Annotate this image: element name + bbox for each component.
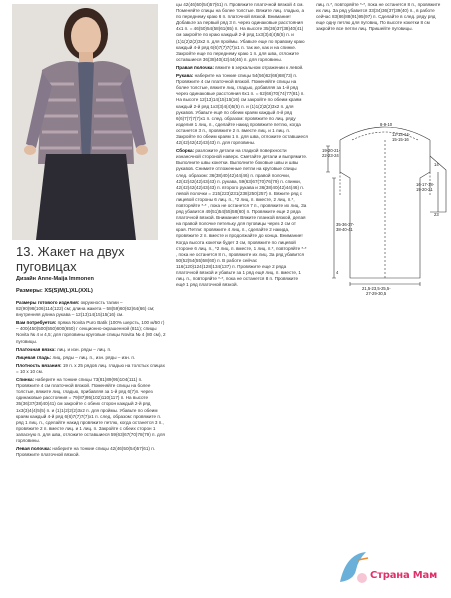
paragraph-text: наберите на тонкие спицы 54(56)62(66)68(73) п. Провяжите 4 см платочной вязкой. Поменяйте спицы на более толстые, вяжите лиц. гладью, добавляя за 1-й ряд через одинаковые расстояния 6х1 п. = 62(66)70(74)77(81) п. На высоте 12(13)14(15)15(16) см закройте по обеим краям каждый 2-й ряд 1х3(3)4(4)5(5) п. и (1)1(2)2(2)3х2 п. для рукавов. Убавьте ещё по обеим краям каждый 4-й ряд 6(6)7(7)7(7)х1 п. след. образом: провяжите по лиц. ряду изделия 1 лиц. п., сделайте накид провяжите петлю, когда останется 3 п., провяжите 2 п. вместе лиц. и 1 лиц. п. Закройте по обеим краям 1 п. для шва, отложите оставшиеся 42(42)42(42)43(43) п. для горловины.: [176, 73, 308, 146]
paragraph: [16, 377, 166, 444]
diagram-label-n: 23: [434, 212, 439, 217]
paragraph-heading: Размеры готового изделия:: [16, 300, 80, 305]
diagram-label-i: 38-40-41: [336, 227, 353, 232]
instructions-column-2: [176, 2, 308, 596]
paragraph-heading: Правая полочка:: [176, 64, 215, 70]
diagram-label-k: 21,5-23,5-25,5-: [362, 286, 391, 291]
paragraph-heading: Вам потребуется:: [16, 320, 57, 326]
paragraph: [316, 2, 444, 32]
site-logo: [336, 548, 448, 592]
diagram-label-g: 19-20-21: [416, 187, 433, 192]
paragraph-heading: Сборка:: [176, 148, 195, 154]
diagram-label-e: 22-23-24: [322, 153, 339, 158]
paragraph-text: лиц. и изн. ряды – лиц. п.: [57, 346, 112, 352]
paragraph-text: пряжа Novita Puro Batik (100% шерсть, 100 м/50 г) – 400(450)500(550)600(650) г секционно-окрашенной (811); спицы Novita № 4 и 4,5; для горловины круговые спицы Novita № 4 (80 см), 2 пуговицы.: [16, 320, 166, 344]
paragraph-heading: Рукава:: [176, 73, 194, 79]
paragraph-heading: Плотность вязания:: [16, 362, 62, 368]
paragraph-heading: Лицевая гладь:: [16, 354, 52, 360]
sizes-line: Размеры: XS(S)M(L)XL(XXL): [16, 288, 93, 294]
paragraph: [176, 65, 308, 71]
instructions-column-1: [16, 300, 166, 596]
article-title: 13. Жакет на двух пуговицах: [16, 244, 125, 274]
paragraph-text: вяжите в зеркальном отражении к левой.: [215, 64, 304, 70]
paragraph: [16, 300, 166, 318]
paragraph-text: разложите детали на гладкой поверхности изнаночной стороной наверх. Сметайте детали и выпрямите. Выполните швы кокетки. Выполните боковые швы и швы рукавов. Снимите отложенные петли на круговые спицы след. образом: 36(38)40(42)44(46) п. правой полочки, 42(42)42(42)43(43) п. рукава, 59(63)67(70)76(79) п. спинки, 42(42)42(42)43(43) п. второго рукава и 36(38)40(42)44(46) п. левой полочки = 215(223)231(238)250(257) п. Вяжите ряд с лицевой стороны 6 лиц. п., *2 лиц. п. вместе, 2 лиц. п.*, повторяйте *-* , пока не останется 7 п., провяжите их лиц. За ряд убавится 49(51)54(55)58(60) п. Провяжите еще 2 ряда платочной вязкой. Внимание! Вяжите планкой вязкой, делая на правой полочке петельку для пуговицы через 2 см от края. Петли: провяжите 4 лиц. п., сделайте 2 накида, провяжите 2 п. вместе и продолжайте до конца. Внимание! Когда высота кокетки будет 3 см, провяжите по лицевой стороне 6 лиц. п., *2 лиц. п. вместе, 1 лиц. п.*, повторяйте *-* , пока не останется 8 п., провяжите их лиц. За ряд убавится 50(52)54(55)58(60) п. В работе сейчас 116(120)124(128)134(137) п. Провяжите еще 2 ряда платочной вязкой и убавьте за 1 ряд ещё лиц. п. вместе, 1 лиц. п., повторяйте *-*, пока не останется 8 п. Провяжите ещё 1 ряд платочной вязкой.: [176, 148, 308, 288]
diagram-label-h: 35-36-37-: [336, 222, 355, 227]
paragraph: [16, 363, 166, 375]
paragraph-text: цы 42(46)50(54)57(61) п. Провяжите платочной вязкой 4 см. Поменяйте спицы на более толстые. Вяжите лиц. гладью, а по переднему краю 6 п. платочной вязкой. Внимание! Добавьте за первый ряд 3 п. через одинаковые расстояния 4х1 п. = 46(50)54(58)61(65) п. На высоте 35(36)37(38)40(41) см закройте по краю каждый 2-й ряд 1х3(3)4(4)5(5) п. и (1)1(2)2(2)3х2 п. для проймы. Убавьте еще по правому краю каждый 4-й ряд 6(6)7(7)7(7)х1 п. так же, как и на спинке. Закройте еще по переднему краю 1 п. для шва, отложите оставшиеся 36(38)40(42)44(46) п. для горловины.: [176, 2, 305, 62]
design-credit: Дизайн Anne-Maija Immonen: [16, 276, 94, 282]
paragraph: [176, 2, 308, 63]
paragraph: [16, 355, 166, 361]
model-photo: [12, 4, 158, 240]
paragraph-text: наберите на тонкие спицы 42(46)50(54)57(61) п. Провяжите платочной вязкой.: [16, 446, 155, 458]
diagram-label-j: 4: [336, 270, 339, 275]
diagram-label-m: 14: [434, 162, 439, 167]
paragraph: [16, 446, 166, 458]
paragraph-text: лиц. п.*, повторяйте *-*, пока не останется 8 п., провяжите их лиц. За ряд убавится 33(34)36(37)39(40) п., в работе сейчас 83(86)88(91)95(97) п. Сделайте в след. ряду ряд еще одну петлю для пуговиц. По высоте кокетки 8 см закройте все петли лиц. Пришейте пуговицы.: [316, 2, 441, 32]
diagram-label-f: 16-17-18-: [416, 182, 435, 187]
paragraph-text: 19 п. х 25 рядов лиц. гладью на толстых спицах = 10 х 10 см.: [16, 362, 165, 374]
stork-logo-icon: [336, 548, 370, 588]
diagram-label-l: 27-29-30,5: [366, 291, 387, 296]
paragraph: [16, 347, 166, 353]
paragraph: [176, 73, 308, 146]
paragraph: [176, 148, 308, 288]
diagram-label-d: 19-20-21-: [322, 148, 341, 153]
paragraph-text: лиц. ряды – лиц. п., изн. ряды – изн. п.: [52, 354, 136, 360]
logo-text: Страна Мам: [370, 570, 438, 581]
instructions-column-3: [316, 2, 444, 114]
diagram-label-a: 8-9-10: [380, 122, 393, 127]
paragraph-heading: Спинка:: [16, 377, 35, 383]
paragraph-heading: Платочная вязка:: [16, 346, 56, 352]
diagram-label-b: 12-13-14-: [392, 132, 411, 137]
paragraph-text: окружность талии – 82(90)98(106)114(122) см; длина жакета – 58(59)60(62)64(66) см; внутренняя длина рукава – 12(13)14(15)15(16) см.: [16, 300, 155, 318]
paragraph-text: наберите на тонкие спицы 73(81)89(95)104(111) п. Провяжите 4 см платочной вязкой. Поменяйте спицы на более толстые, вяжите лиц. гладью, прибавляя за 1-й ряд 6(7)п. через одинаковые расстояния = 79(87)95(102)110(117) п. На высоте 35(36)37(38)40(41) см закройте с обеих сторон каждый 2-й ряд 1х3(3)4(4)5(5) п. и (1)1(2)2(2)3х2 п. для проймы. Убавьте по обеим краям каждый 4-й ряд 6(6)7(7)7(7)х1 п. след. образом: провяжите п. ряд 1 лиц. п., сделайте накид провяжите петлю, когда останется 3 п., провяжите 2 п. вместе лиц. и 1 лиц. п. Закройте с обеих сторон 1 запасную п. для шва, отложите оставшиеся 59(63)67(70)78(79) п. для горловины.: [16, 377, 165, 443]
paragraph-heading: Левая полочка:: [16, 446, 52, 452]
pattern-diagram: [322, 116, 448, 296]
paragraph: [16, 320, 166, 344]
diagram-label-c: 15-15-16: [392, 137, 409, 142]
